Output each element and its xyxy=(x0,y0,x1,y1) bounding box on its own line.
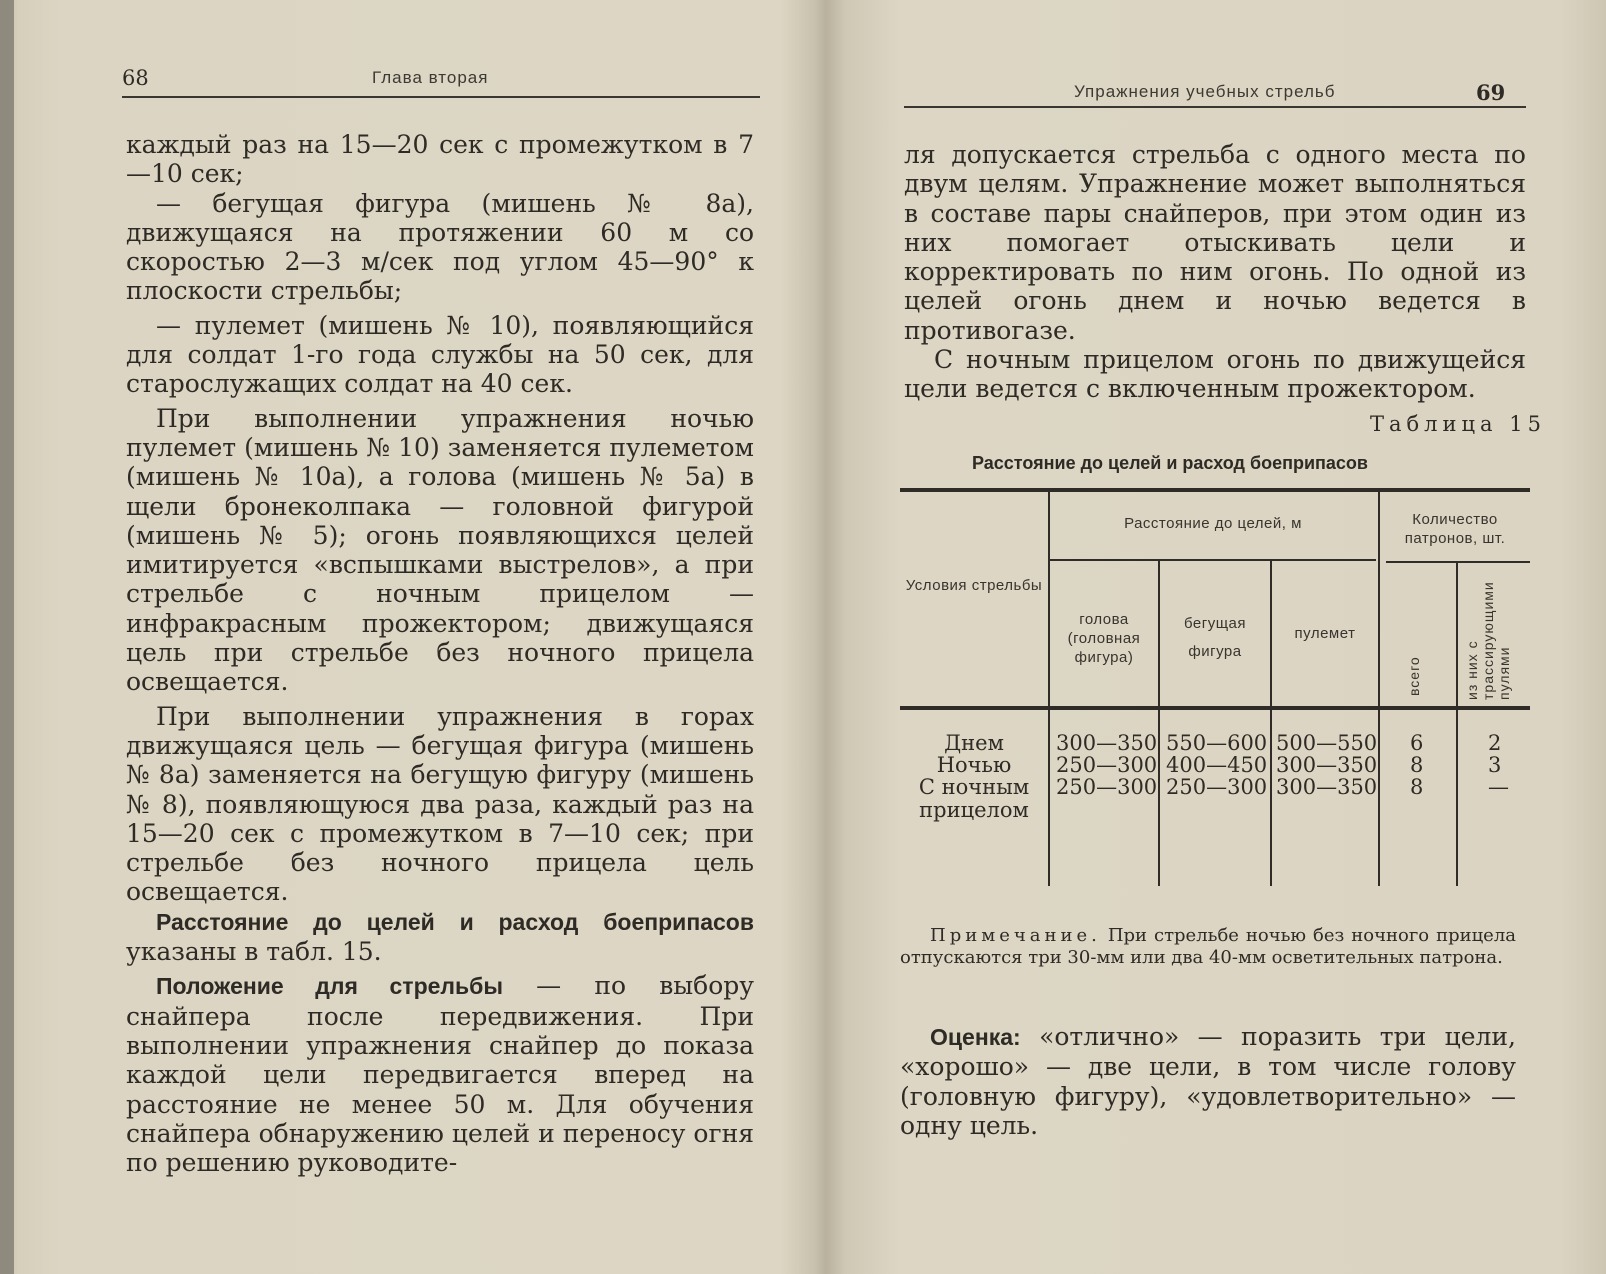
table-cell: 250—300 xyxy=(1166,775,1268,799)
distance-subrule xyxy=(1050,559,1376,561)
note-text: При стрельбе ночью без ночного прицела отпускаются три 30-мм или два 40-мм осветительных патрона. xyxy=(900,925,1516,968)
paragraph: — бегущая фигура (мишень № 8а), движущаяся на протяжении 60 м со скоростью 2—3 м/сек под углом 45—90° к плоскости стрельбы; xyxy=(126,188,754,306)
paragraph xyxy=(126,907,754,967)
ammo-table xyxy=(900,488,1530,888)
table-cell: 8 xyxy=(1410,753,1424,777)
table-top-rule xyxy=(900,488,1530,492)
running-head: Упражнения учебных стрельб xyxy=(1074,82,1336,101)
evaluation-body: «отлично» — поразить три цели, «хорошо» — две цели, в том числе голову (головную фигуру), «удовлетворительно» — одну цель. xyxy=(900,1022,1516,1140)
paragraph: При выполнении упражнения ночью пулемет (мишень № 10) заменяется пулеметом (мишень № 10а), а голова (мишень № 5а) в щели бронеколпака — головной фигурой (мишень № 5); огонь появляющихся целей имитируется «вспышками выстрелов», а при стрельбе с ночным прицелом — инфракрасным прожектором; движущаяся цель при стрельбе без ночного прицела освещается. xyxy=(126,403,754,697)
table-row-cond: Днем xyxy=(944,731,1004,755)
paragraph: ля допускается стрельба с одного места по двум целям. Упражнение может выполняться в составе пары снайперов, при этом один из них помогает отыскивать цели и корректировать по ним огонь. По одной из целей огонь днем и ночью ведется в противогазе. xyxy=(904,140,1526,345)
header-distance: Расстояние до целей, м xyxy=(1124,515,1302,532)
paragraph: При выполнении упражнения в горах движущаяся цель — бегущая фигура (мишень № 8а) заменяется на бегущую фигуру (мишень № 8), появляющуюся два раза, каждый раз на 15—20 сек с промежутком в 7—10 сек; при стрельбе без ночного прицела цель освещается. xyxy=(126,701,754,907)
header-conditions: Условия стрельбы xyxy=(905,577,1043,594)
paragraph: С ночным прицелом огонь по движущейся цели ведется с включенным прожектором. xyxy=(904,345,1526,404)
header-tracer: из них с трассирующими пулями xyxy=(1464,581,1512,700)
col-divider xyxy=(1378,488,1380,886)
col-divider xyxy=(1048,488,1050,886)
table-cell: 400—450 xyxy=(1166,753,1268,777)
col-divider xyxy=(1270,559,1272,886)
col-divider xyxy=(1158,559,1160,886)
table-cell: 300—350 xyxy=(1056,731,1158,755)
table-header-rule xyxy=(900,706,1530,710)
header-ammo: Количество патронов, шт. xyxy=(1404,511,1506,547)
evaluation-text xyxy=(900,1022,1516,1140)
evaluation-label: Оценка: xyxy=(930,1024,1021,1050)
table-cell: 2 xyxy=(1488,731,1502,755)
bold-lead: Положение для стрельбы xyxy=(156,973,504,1000)
header-mg: пулемет xyxy=(1294,625,1356,642)
header-rule xyxy=(122,96,760,98)
header-runner: бегущая фигура xyxy=(1183,615,1247,660)
table-note xyxy=(900,925,1516,969)
table-cell: 550—600 xyxy=(1166,731,1268,755)
table-cell: 300—350 xyxy=(1276,775,1378,799)
header-rule xyxy=(904,106,1526,108)
paragraph: каждый раз на 15—20 сек с промежутком в 7—10 сек; xyxy=(126,130,754,189)
left-body-text xyxy=(126,130,754,1177)
page-number: 68 xyxy=(122,66,149,90)
book-edge xyxy=(0,0,14,1274)
running-head: Глава вторая xyxy=(372,68,489,87)
bold-lead: Расстояние до целей и расход боеприпасов xyxy=(156,908,754,935)
note-label: Примечание. xyxy=(930,925,1101,946)
table-cell: 250—300 xyxy=(1056,753,1158,777)
header-head: голова (головная фигура) xyxy=(1067,611,1141,666)
table-row-cond: Ночью xyxy=(936,753,1012,777)
table-cell: 8 xyxy=(1410,775,1424,799)
table-cell: 300—350 xyxy=(1276,753,1378,777)
table-title: Расстояние до целей и расход боеприпасов xyxy=(972,453,1368,473)
page-number: 69 xyxy=(1476,80,1506,105)
text: — по выбору снайпера после передвижения. При выполнении упражнения снайпер до показа каждой цели передвигается вперед на расстояние не менее 50 м. Для обучения снайпера обнаружению целей и переносу огня по решению руководите- xyxy=(126,971,754,1178)
paragraph xyxy=(126,971,754,1177)
table-cell: — xyxy=(1488,775,1509,799)
right-body-text xyxy=(904,140,1526,404)
table-cell: 3 xyxy=(1488,753,1502,777)
table-cell: 6 xyxy=(1410,731,1424,755)
paragraph: — пулемет (мишень № 10), появляющийся для солдат 1-го года службы на 50 сек, для старослужащих солдат на 40 сек. xyxy=(126,310,754,399)
col-divider xyxy=(1456,561,1458,886)
table-cell: 500—550 xyxy=(1276,731,1378,755)
text: указаны в табл. 15. xyxy=(126,937,382,967)
header-total: всего xyxy=(1406,656,1422,696)
table-cell: 250—300 xyxy=(1056,775,1158,799)
table-row-cond: С ночным прицелом xyxy=(918,775,1030,822)
table-number: Таблица 15 xyxy=(1370,412,1546,436)
